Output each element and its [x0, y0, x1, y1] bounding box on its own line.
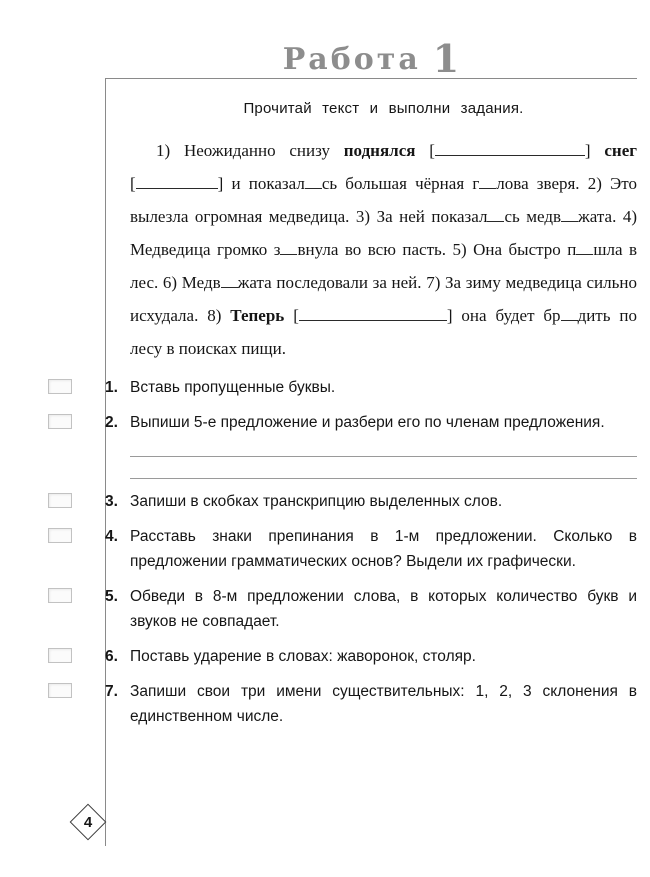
text-run: в лес. 6): [130, 240, 638, 292]
text-run: жата: [578, 207, 613, 226]
answer-blank[interactable]: [ ]: [130, 174, 224, 193]
task-number: 3.: [105, 493, 118, 510]
page-number: 4: [83, 813, 93, 831]
letter-gap[interactable]: [561, 210, 578, 222]
text-run: . 4) Медведица громко: [130, 207, 638, 259]
task-row: [105, 375, 637, 400]
word-with-gap: [249, 174, 337, 193]
task-checkbox[interactable]: [48, 588, 72, 603]
text-run: бр: [543, 306, 561, 325]
reading-text: [130, 134, 637, 365]
text-run: она будет: [452, 306, 544, 325]
writing-lines: [130, 435, 637, 479]
page-title: [105, 36, 637, 81]
text-run: сь: [321, 174, 338, 193]
letter-gap[interactable]: [487, 210, 504, 222]
left-rule: [105, 78, 106, 846]
text-run: жата: [237, 273, 272, 292]
word-with-gap: [526, 207, 612, 226]
blank-underline[interactable]: [435, 144, 585, 156]
task-text: Вставь пропущенные буквы.: [130, 379, 336, 396]
text-run: большая чёрная: [337, 174, 473, 193]
word-with-gap: [431, 207, 519, 226]
task-row: [105, 644, 637, 669]
letter-gap[interactable]: [305, 177, 322, 189]
text-run: последовали за ней. 7) За зиму медведица сильно исхудала. 8): [130, 273, 637, 325]
task-number: 1.: [105, 379, 118, 396]
task-checkbox[interactable]: [48, 528, 72, 543]
task-text: Запиши свои три имени существительных: 1, 2, 3 склонения в единственном числе.: [130, 683, 637, 725]
text-run: шла: [593, 240, 623, 259]
letter-gap[interactable]: [280, 243, 297, 255]
text-run: по лесу в поисках пищи.: [130, 306, 637, 358]
letter-gap[interactable]: [221, 276, 238, 288]
text-run: дить: [577, 306, 611, 325]
text-run: з: [273, 240, 281, 259]
task-checkbox[interactable]: [48, 493, 72, 508]
task-number: 5.: [105, 588, 118, 605]
text-run: [415, 141, 429, 160]
text-run: сь: [504, 207, 520, 226]
text-run: показал: [431, 207, 488, 226]
word-with-gap: [543, 306, 610, 325]
highlighted-word: Теперь: [230, 306, 285, 325]
task-row: [105, 679, 637, 729]
blank-underline[interactable]: [136, 177, 218, 189]
text-run: [284, 306, 293, 325]
text-run: лова: [496, 174, 529, 193]
task-row: [105, 489, 637, 514]
intro-instruction: Прочитай текст и выполни задания.: [243, 100, 524, 117]
content-column: [105, 100, 638, 739]
task-checkbox[interactable]: [48, 648, 72, 663]
task-checkbox[interactable]: [48, 379, 72, 394]
highlighted-word: снег: [604, 141, 637, 160]
task-row: [105, 584, 637, 634]
letter-gap[interactable]: [576, 243, 593, 255]
task-text: Поставь ударение в словах: жаворонок, столяр.: [130, 648, 476, 665]
task-row: [105, 410, 637, 479]
task-number: 6.: [105, 648, 118, 665]
writing-line[interactable]: [130, 435, 637, 457]
highlighted-word: поднялся: [343, 141, 416, 160]
word-with-gap: [182, 273, 272, 292]
task-row: [105, 524, 637, 574]
task-text: Расставь знаки препинания в 1-м предложении. Сколько в предложении грамматических основ? Выдели их графически.: [130, 528, 637, 570]
text-run: [591, 141, 605, 160]
letter-gap[interactable]: [479, 177, 496, 189]
text-run: п: [567, 240, 577, 259]
task-number: 2.: [105, 414, 118, 431]
text-run: зверя. 2) Это вылезла огромная медведица. 3) За ней: [130, 174, 637, 226]
text-run: 1) Неожиданно снизу: [156, 141, 344, 160]
text-run: медв: [526, 207, 562, 226]
task-checkbox[interactable]: [48, 683, 72, 698]
title-word: Работа: [282, 42, 421, 77]
task-checkbox[interactable]: [48, 414, 72, 429]
task-text: Выпиши 5-е предложение и разбери его по членам предложения.: [130, 414, 605, 431]
title-number: 1: [432, 36, 460, 81]
word-with-gap: [472, 174, 528, 193]
task-text: Запиши в скобках транскрипцию выделенных слов.: [130, 493, 503, 510]
word-with-gap: [567, 240, 622, 259]
word-with-gap: [274, 240, 339, 259]
text-run: во всю пасть. 5) Она быстро: [338, 240, 568, 259]
text-run: показал: [248, 174, 305, 193]
task-number: 7.: [105, 683, 118, 700]
writing-line[interactable]: [130, 457, 637, 479]
text-run: и: [223, 174, 249, 193]
answer-blank[interactable]: [ ]: [429, 141, 591, 160]
letter-gap[interactable]: [561, 309, 578, 321]
task-list: [105, 375, 637, 729]
answer-blank[interactable]: [ ]: [293, 306, 453, 325]
task-text: Обведи в 8-м предложении слова, в которых количество букв и звуков не совпадает.: [130, 588, 637, 630]
task-number: 4.: [105, 528, 118, 545]
text-run: Медв: [181, 273, 221, 292]
page-number-diamond: [71, 805, 105, 839]
text-run: г: [472, 174, 480, 193]
text-run: внула: [297, 240, 339, 259]
blank-underline[interactable]: [299, 309, 447, 321]
